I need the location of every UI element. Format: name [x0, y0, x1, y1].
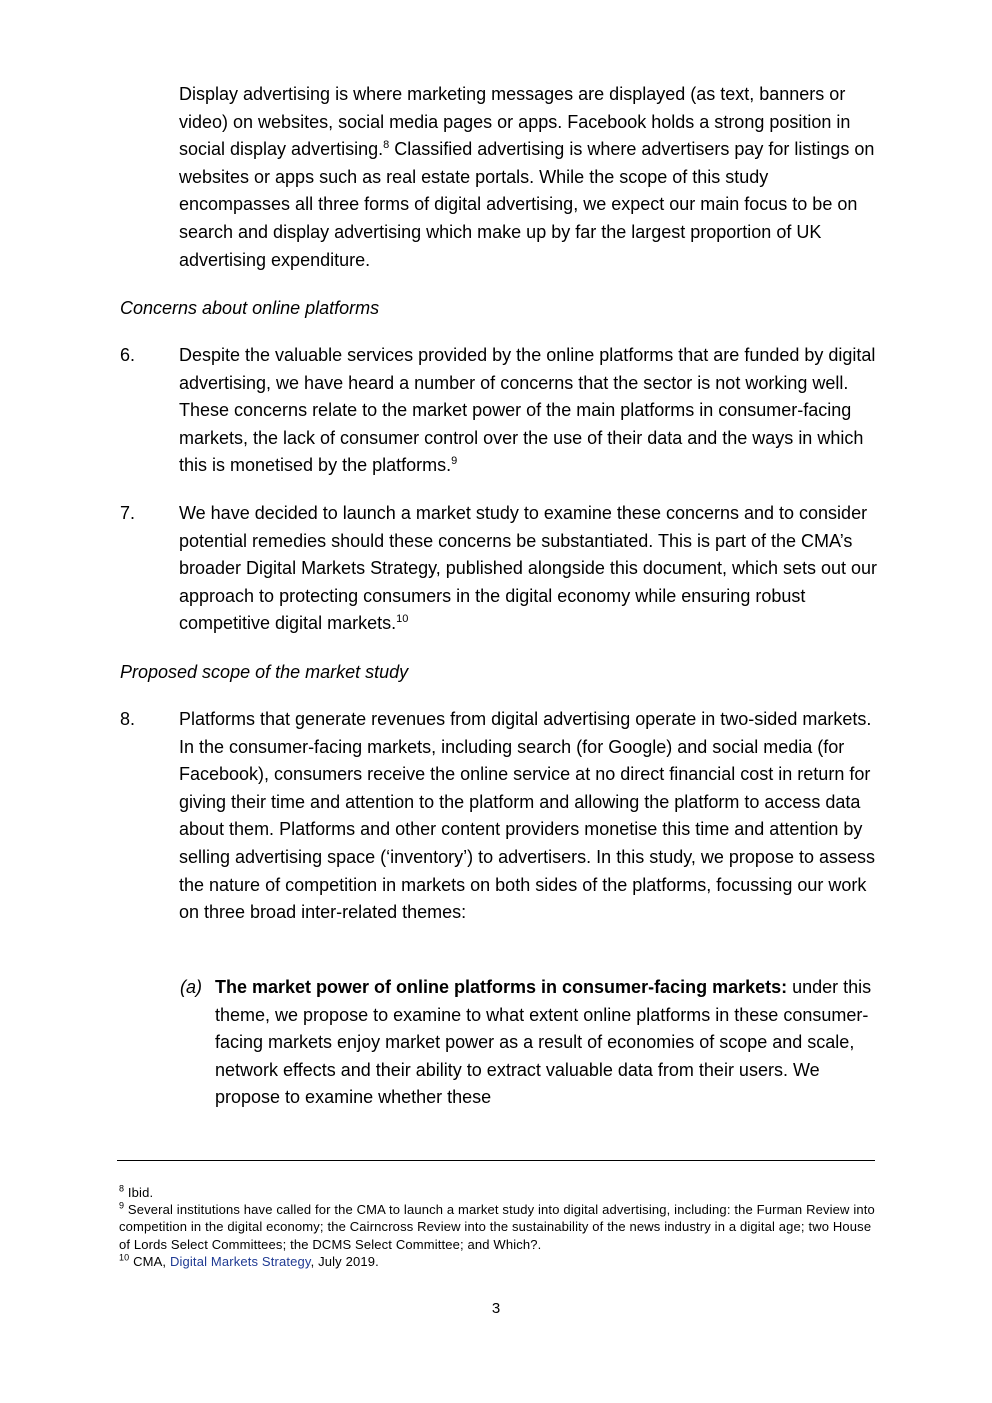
footnote-8-text: Ibid.: [124, 1185, 154, 1200]
intro-paragraph: [179, 81, 879, 274]
intro-paragraph-text-1: Display advertising is where marketing messages are displayed (as text, banners or video) on websites, social media pages or apps. Facebook holds a strong position in social display advertising.: [179, 84, 851, 160]
digital-markets-strategy-link[interactable]: Digital Markets Strategy: [169, 1253, 311, 1269]
footnote-ref-9[interactable]: 9: [451, 455, 458, 468]
sub-item-a-label: (a): [180, 977, 202, 997]
paragraph-7-text: We have decided to launch a market study to examine these concerns and to consider potential remedies should these concerns be substantiated. This is part of the CMA’s broader Digital Markets Strategy, published alongside this document, which sets out our approach to protecting consumers in the digital economy while ensuring robust competitive digital markets.: [179, 503, 878, 634]
footnote-ref-10[interactable]: 10: [396, 613, 409, 626]
footnote-8-number: 8: [119, 1183, 125, 1194]
paragraph-8: Platforms that generate revenues from digital advertising operate in two-sided markets. In the consumer-facing markets, including search (for Google) and social media (for Facebook), consumers receive the online service at no direct financial cost in return for giving their time and attention to the platform and allowing the platform to access data about them. Platforms and other content providers monetise this time and attention by selling advertising space (‘inventory’) to advertisers. In this study, we propose to assess the nature of competition in markets on both sides of the platforms, focussing our work on three broad inter-related themes:: [179, 709, 875, 923]
sub-item-a-title: The market power of online platforms in consumer-facing markets:: [215, 977, 788, 997]
heading-concerns: Concerns about online platforms: [120, 298, 380, 318]
footnote-8: [119, 1184, 879, 1201]
paragraph-6-text: Despite the valuable services provided by the online platforms that are funded by digital advertising, we have heard a number of concerns that the sector is not working well. These concerns relate to the market power of the main platforms in consumer-facing markets, the lack of consumer control over the use of their data and the ways in which this is monetised by the platforms.: [179, 345, 876, 476]
paragraph-6: [179, 342, 879, 480]
footnote-10-text-before: CMA,: [129, 1253, 170, 1269]
page-number: 3: [491, 1300, 501, 1317]
paragraph-7: [179, 500, 879, 638]
heading-scope: Proposed scope of the market study: [120, 662, 409, 682]
paragraph-8-number: 8.: [120, 709, 136, 729]
sub-item-a-text: under this theme, we propose to examine to what extent online platforms in these consumer-facing markets enjoy market power as a result of economies of scope and scale, network effects and their ability to extract valuable data from their users. We propose to examine whether these: [215, 977, 872, 1108]
footnote-9-number: 9: [119, 1200, 125, 1211]
sub-item-a: [215, 974, 875, 1112]
footnote-10: [119, 1253, 879, 1270]
intro-paragraph-text-2: Classified advertising is where advertisers pay for listings on websites or apps such as real estate portals. While the scope of this study encompasses all three forms of digital advertising, we expect our main focus to be on search and display advertising which make up by far the largest proportion of UK advertising expenditure.: [179, 139, 875, 270]
footnote-separator: [117, 1160, 875, 1161]
footnote-10-text-after: , July 2019.: [310, 1253, 379, 1269]
footnote-10-number: 10: [119, 1252, 130, 1263]
footnote-9: [119, 1201, 879, 1253]
paragraph-6-number: 6.: [120, 345, 136, 365]
footnote-9-text: Several institutions have called for the CMA to launch a market study into digital advertising, including: the Furman Review into competition in the digital economy; the Cairncross Review into the sustainability of the news industry in a digital age; two House of Lords Select Committees; the DCMS Select Committee; and Which?.: [119, 1202, 875, 1252]
footnote-ref-8[interactable]: 8: [383, 139, 390, 152]
footnotes: [119, 1184, 879, 1270]
paragraph-7-number: 7.: [120, 503, 136, 523]
